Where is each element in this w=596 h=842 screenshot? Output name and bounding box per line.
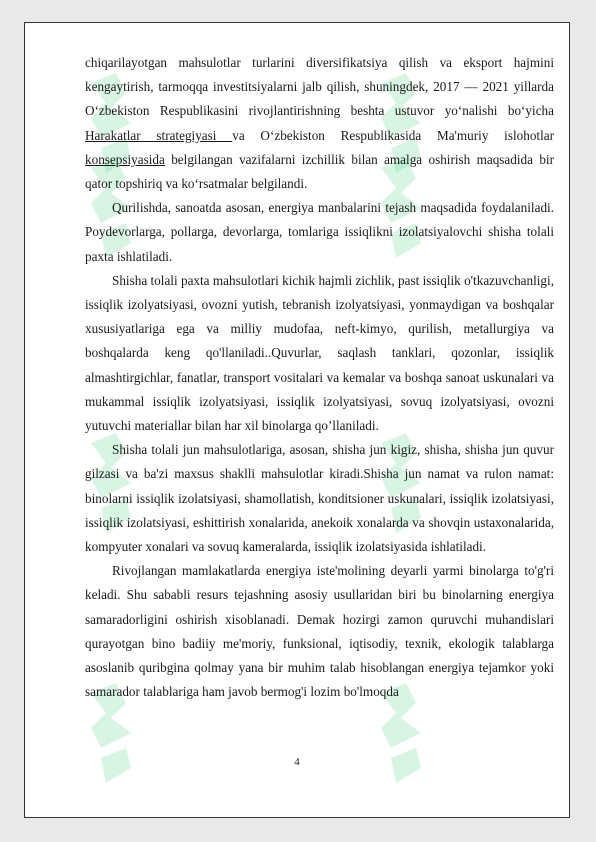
text-segment: va O‘zbekiston Respublikasida Ma'muriy islohotlar (232, 127, 554, 143)
text-segment: Rivojlangan mamlakatlarda energiya iste'molining deyarli yarmi binolarga to'g'ri keladi. Shu sababli resurs tejashning asosiy usullaridan biri bu binolarning energiya samaradorligini oshirish xisoblanadi. Demak hozirgi zamon quruvchi muhandislari qurayotgan bino badiiy me'moriy, funksional, iqtisodiy, texnik, ekologik talablarga asoslanib quribgina qolmay yana bir muhim talab hisoblangan energiya tejamkor yoki samarador talablariga ham javob bermog'i lozim bo'lmoqda (85, 563, 554, 700)
document-page (24, 22, 570, 818)
page-number: 4 (294, 756, 300, 768)
document-body (85, 51, 554, 704)
link-konsepsiyasida[interactable]: konsepsiyasida (85, 151, 165, 167)
text-segment: belgilangan vazifalarni izchillik bilan amalga oshirish maqsadida bir qator topshiriq va ko‘rsatmalar belgilandi. (85, 151, 554, 192)
paragraph (85, 51, 554, 196)
text-segment: Shisha tolali paxta mahsulotlari kichik hajmli zichlik, past issiqlik o'tkazuvchanligi, issiqlik izolyatsiyasi, ovozni yutish, tebranish izolyatsiyasi, yonmaydigan va boshqalar xususiyatlariga ega va milliy mudofaa, neft-kimyo, qurilish, metallurgiya va boshqalarda keng qo'llaniladi..Quvurlar, saqlash tanklari, qozonlar, issiqlik almashtirgichlar, fanatlar, transport vositalari va kemalar va boshqa sanoat uskunalari va mukammal issiqlik izolyatsiyasi, issiqlik izolyatsiyasi, sovuq izolyatsiyasi, ovozni yutuvchi materiallar bilan har xil binolarga qo’llaniladi. (85, 272, 554, 434)
text-segment: Qurilishda, sanoatda asosan, energiya manbalarini tejash maqsadida foydalaniladi. Poydevorlarga, pollarga, devorlarga, tomlariga issiqlikni izolatsiyalovchi shisha tolali paxta ishlatiladi. (85, 200, 554, 264)
paragraph (85, 269, 554, 438)
text-segment: chiqarilayotgan mahsulotlar turlarini diversifikatsiya qilish va eksport hajmini kengaytirish, tarmoqqa investitsiyalarni jalb qilish, shuningdek, 2017 — 2021 yillarda O‘zbekiston Respublikasini rivojlantirishning beshta ustuvor yo‘nalishi bo‘yicha (85, 55, 554, 119)
paragraph (85, 196, 554, 269)
paragraph (85, 559, 554, 704)
text-segment: Shisha tolali jun mahsulotlariga, asosan, shisha jun kigiz, shisha, shisha jun quvur gilzasi va ba'zi maxsus shaklli mahsulotlar kiradi.Shisha jun namat va rulon namat: binolarni issiqlik izolatsiyasi, shamollatish, konditsioner uskunalari, issiqlik izolatsiyasi, issiqlik izolatsiyasi, eshittirish xonalarida, anekoik xonalarda va shovqin ustaxonalarida, kompyuter xonalari va sovuq kameralarda, issiqlik izolatsiyasida ishlatiladi. (85, 442, 554, 555)
paragraph (85, 438, 554, 559)
link-harakatlar-strategiyasi[interactable]: Harakatlar strategiyasi (85, 127, 233, 143)
